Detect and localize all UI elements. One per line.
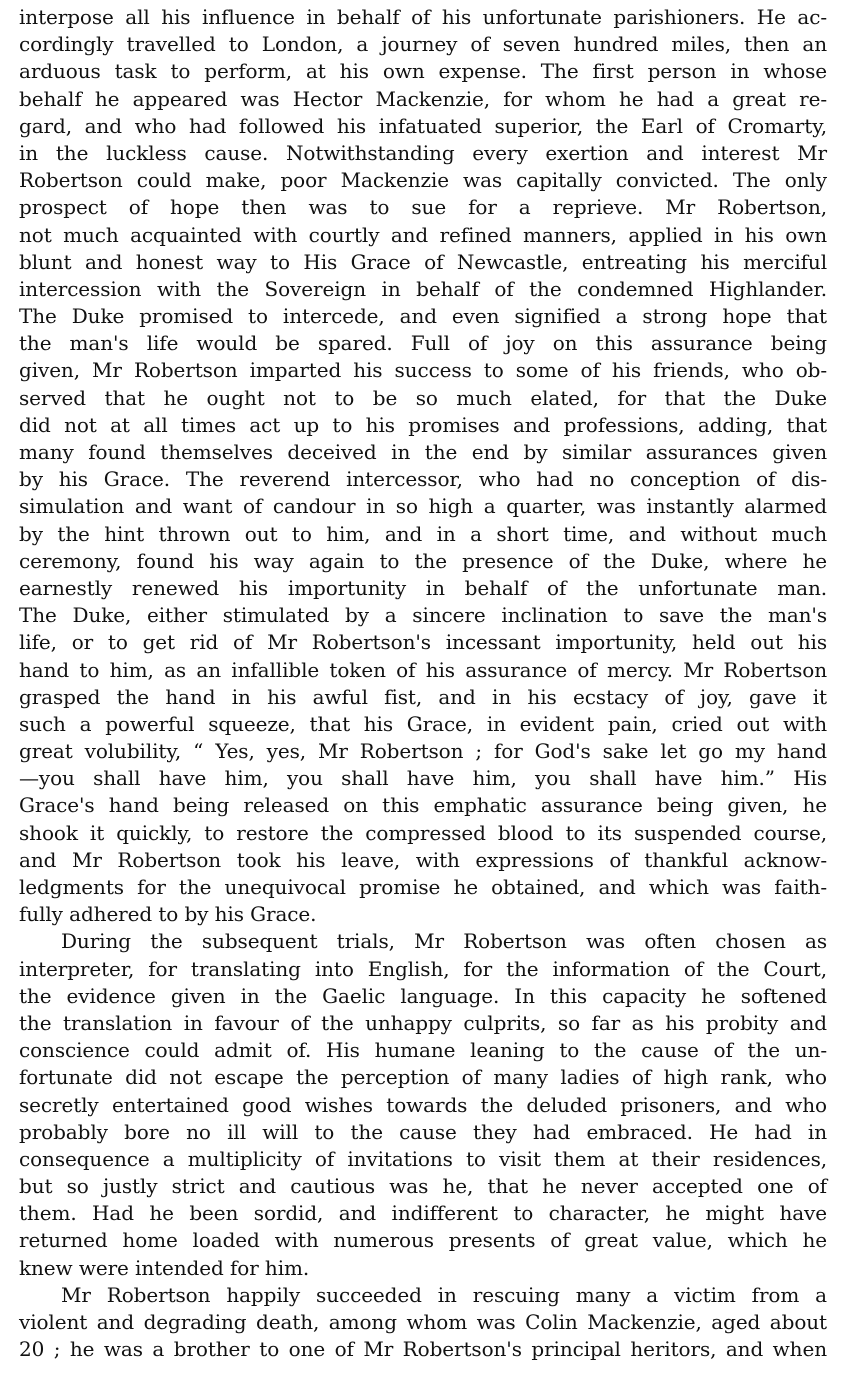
text-line: returned home loaded with numerous presents of great value, which he <box>19 1228 827 1253</box>
text-line: great volubility, “ Yes, yes, Mr Robertson ; for God's sake let go my hand <box>19 739 827 764</box>
text-line: but so justly strict and cautious was he, that he never accepted one of <box>19 1174 827 1199</box>
text-line: The Duke, either stimulated by a sincere inclination to save the man's <box>19 603 827 628</box>
text-line: such a powerful squeeze, that his Grace, in evident pain, cried out with <box>19 711 827 736</box>
text-line: secretly entertained good wishes towards the deluded prisoners, and who <box>19 1092 827 1117</box>
text-line: grasped the hand in his awful fist, and in his ecstacy of joy, gave it <box>19 684 827 709</box>
text-line: knew were intended for him. <box>19 1255 310 1280</box>
text-line: probably bore no ill will to the cause they had embraced. He had in <box>19 1119 827 1144</box>
page-text <box>19 4 827 1363</box>
paragraph-3 <box>19 1282 827 1364</box>
paragraph-2 <box>19 928 827 1281</box>
text-line: prospect of hope then was to sue for a reprieve. Mr Robertson, <box>19 195 827 220</box>
text-line: hand to him, as an infallible token of his assurance of mercy. Mr Robertson <box>19 657 827 682</box>
text-line: The Duke promised to intercede, and even signified a strong hope that <box>19 304 827 329</box>
text-line: fortunate did not escape the perception of many ladies of high rank, who <box>19 1065 827 1090</box>
text-line: and Mr Robertson took his leave, with expressions of thankful acknow- <box>19 847 827 872</box>
text-line: Grace's hand being released on this emphatic assurance being given, he <box>19 793 827 818</box>
text-line: ceremony, found his way again to the presence of the Duke, where he <box>19 548 827 573</box>
text-line: did not at all times act up to his promises and professions, adding, that <box>19 412 827 437</box>
text-line: given, Mr Robertson imparted his success to some of his friends, who ob- <box>19 358 827 383</box>
text-line: shook it quickly, to restore the compressed blood to its suspended course, <box>19 820 827 845</box>
text-line: the translation in favour of the unhappy culprits, so far as his probity and <box>19 1010 827 1035</box>
text-line: consequence a multiplicity of invitations to visit them at their residences, <box>19 1146 827 1171</box>
text-line: violent and degrading death, among whom was Colin Mackenzie, aged about <box>19 1310 827 1334</box>
text-line: Mr Robertson happily succeeded in rescuing many a victim from a <box>61 1282 827 1307</box>
text-line: simulation and want of candour in so high a quarter, was instantly alarmed <box>19 494 827 519</box>
paragraph-1 <box>19 4 827 928</box>
text-line: blunt and honest way to His Grace of Newcastle, entreating his merciful <box>19 249 827 274</box>
text-line: by his Grace. The reverend intercessor, who had no conception of dis- <box>19 467 827 492</box>
text-line: not much acquainted with courtly and refined manners, applied in his own <box>19 222 827 247</box>
text-line: arduous task to perform, at his own expense. The first person in whose <box>19 59 827 84</box>
text-line: earnestly renewed his importunity in behalf of the unfortunate man. <box>19 575 827 600</box>
text-line: Robertson could make, poor Mackenzie was capitally convicted. The only <box>19 168 827 193</box>
text-line: 20 ; he was a brother to one of Mr Robertson's principal heritors, and when <box>19 1337 827 1362</box>
text-line: ledgments for the unequivocal promise he obtained, and which was faith- <box>19 875 827 899</box>
text-line: the evidence given in the Gaelic language. In this capacity he softened <box>19 983 827 1008</box>
text-line: gard, and who had followed his infatuated superior, the Earl of Cromarty, <box>19 113 827 138</box>
text-line: life, or to get rid of Mr Robertson's incessant importunity, held out his <box>19 630 827 655</box>
text-line: conscience could admit of. His humane leaning to the cause of the un- <box>19 1038 827 1063</box>
text-line: fully adhered to by his Grace. <box>19 902 317 927</box>
text-line: —you shall have him, you shall have him, you shall have him.” His <box>19 766 827 791</box>
text-line: intercession with the Sovereign in behalf of the condemned Highlander. <box>19 276 827 301</box>
text-line: interpreter, for translating into English, for the information of the Court, <box>19 956 827 981</box>
text-line: served that he ought not to be so much elated, for that the Duke <box>19 385 827 410</box>
text-line: by the hint thrown out to him, and in a short time, and without much <box>19 521 827 546</box>
text-line: them. Had he been sordid, and indifferent to character, he might have <box>19 1201 827 1226</box>
text-line: in the luckless cause. Notwithstanding every exertion and interest Mr <box>19 140 827 165</box>
text-line: cordingly travelled to London, a journey of seven hundred miles, then an <box>19 32 827 57</box>
text-line: interpose all his influence in behalf of his unfortunate parishioners. He ac- <box>19 5 827 29</box>
text-line: the man's life would be spared. Full of joy on this assurance being <box>19 331 827 356</box>
text-line: During the subsequent trials, Mr Robertson was often chosen as <box>61 929 827 954</box>
text-line: behalf he appeared was Hector Mackenzie, for whom he had a great re- <box>19 86 827 111</box>
text-line: many found themselves deceived in the end by similar assurances given <box>19 440 827 464</box>
